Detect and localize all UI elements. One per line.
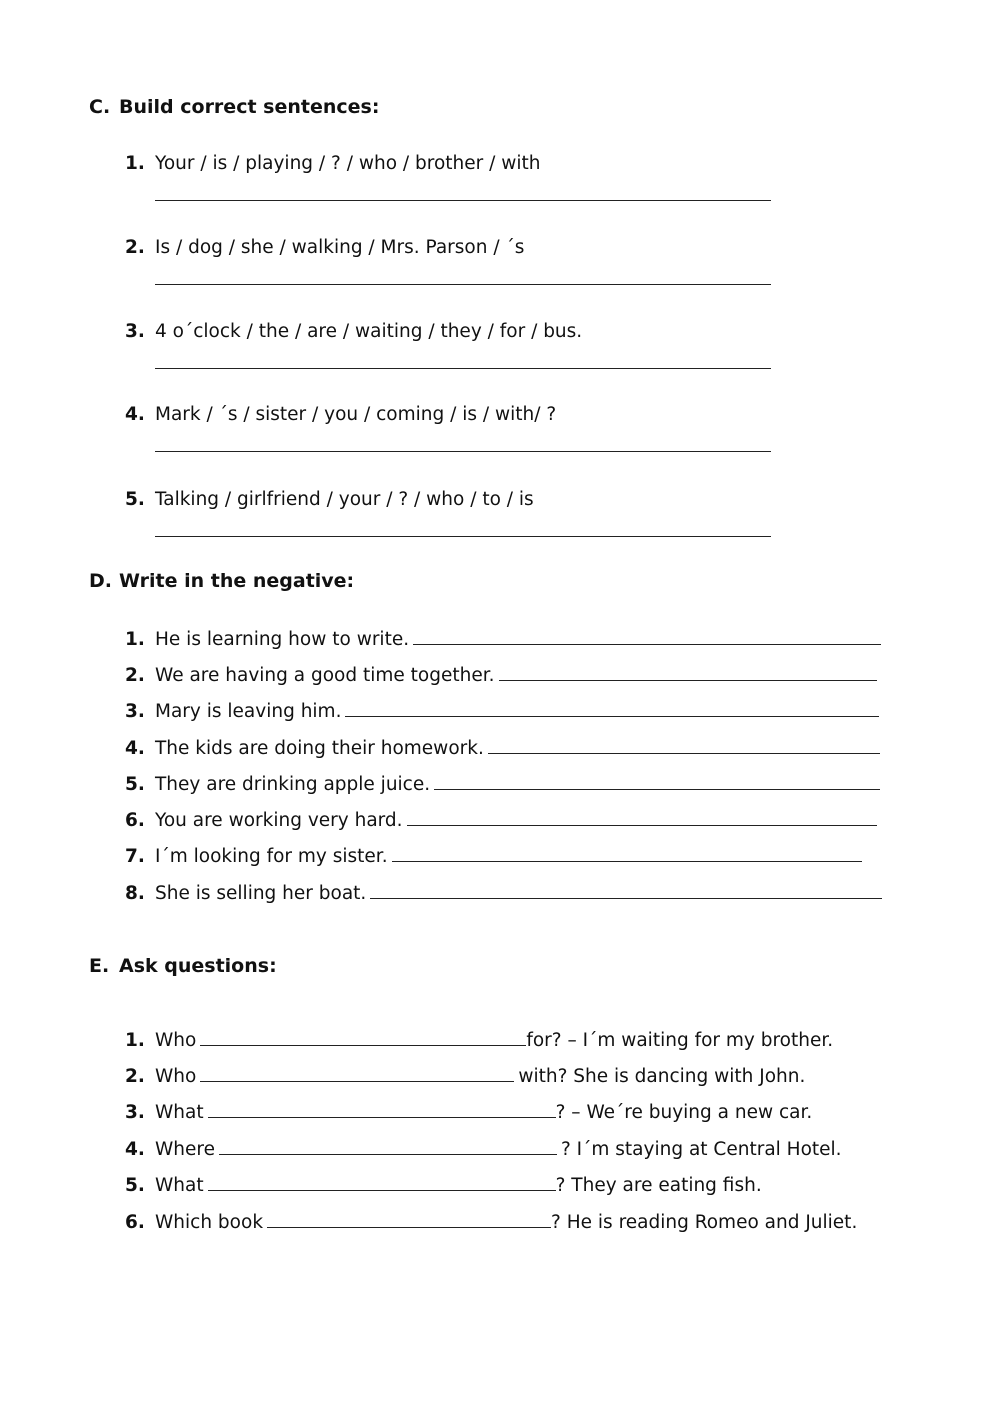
- question-end: ? I´m staying at Central Hotel.: [560, 1139, 842, 1160]
- section-e-item: [125, 1136, 842, 1162]
- item-number: 1.: [125, 1030, 145, 1051]
- question-start: Where: [155, 1139, 215, 1160]
- section-c-title: Build correct sentences:: [119, 96, 380, 118]
- answer-blank[interactable]: [345, 698, 879, 717]
- section-e-title: Ask questions:: [119, 955, 277, 977]
- question-start: Who: [155, 1066, 197, 1087]
- section-e-item: [125, 1063, 805, 1089]
- item-text: Your / is / playing / ? / who / brother / with: [155, 153, 541, 174]
- item-number: 6.: [125, 1212, 145, 1233]
- section-d-item: [125, 626, 885, 652]
- section-c-item: [125, 403, 556, 427]
- section-d-title: Write in the negative:: [119, 570, 355, 592]
- item-number: 5.: [125, 1175, 145, 1196]
- answer-blank[interactable]: [499, 662, 877, 681]
- section-e-item: [125, 1027, 833, 1053]
- section-d-item: [125, 698, 883, 724]
- answer-line-c3[interactable]: [155, 368, 771, 369]
- section-d-item: [125, 735, 884, 761]
- section-d-letter: D.: [89, 570, 112, 592]
- item-text: Mark / ´s / sister / you / coming / is / with/ ?: [155, 404, 557, 425]
- item-number: 4.: [125, 738, 145, 759]
- item-number: 2.: [125, 665, 145, 686]
- question-end: ? He is reading Romeo and Juliet.: [551, 1212, 858, 1233]
- item-text: Mary is leaving him.: [155, 701, 342, 722]
- answer-blank[interactable]: [200, 1063, 514, 1082]
- section-e-item: [125, 1099, 812, 1125]
- question-start: Which book: [155, 1212, 264, 1233]
- section-c-letter: C.: [89, 96, 111, 118]
- answer-blank[interactable]: [488, 735, 880, 754]
- question-end: for? – I´m waiting for my brother.: [526, 1030, 834, 1051]
- item-number: 3.: [125, 1102, 145, 1123]
- question-end: ? – We´re buying a new car.: [555, 1102, 813, 1123]
- section-e-letter: E.: [89, 955, 110, 977]
- item-text: She is selling her boat.: [155, 883, 367, 904]
- section-d-heading: [89, 570, 354, 592]
- answer-blank[interactable]: [370, 880, 882, 899]
- question-start: What: [155, 1102, 204, 1123]
- answer-blank[interactable]: [219, 1136, 557, 1155]
- item-number: 1.: [125, 153, 145, 174]
- section-c-item: [125, 236, 524, 260]
- answer-blank[interactable]: [208, 1099, 556, 1118]
- answer-blank[interactable]: [208, 1172, 556, 1191]
- item-text: They are drinking apple juice.: [155, 774, 431, 795]
- answer-blank[interactable]: [434, 771, 880, 790]
- item-text: 4 o´clock / the / are / waiting / they / for / bus.: [155, 321, 583, 342]
- item-number: 3.: [125, 321, 145, 342]
- answer-blank[interactable]: [413, 626, 881, 645]
- section-e-heading: [89, 955, 277, 977]
- item-text: Talking / girlfriend / your / ? / who / to / is: [155, 489, 534, 510]
- item-text: We are having a good time together.: [155, 665, 495, 686]
- section-d-item: [125, 880, 886, 906]
- section-d-item: [125, 662, 881, 688]
- question-end: with? She is dancing with John.: [518, 1066, 806, 1087]
- question-start: What: [155, 1175, 204, 1196]
- answer-line-c1[interactable]: [155, 200, 771, 201]
- item-number: 4.: [125, 1139, 145, 1160]
- section-e-item: [125, 1172, 762, 1198]
- section-e-item: [125, 1209, 857, 1235]
- item-number: 2.: [125, 237, 145, 258]
- item-number: 2.: [125, 1066, 145, 1087]
- answer-line-c5[interactable]: [155, 536, 771, 537]
- item-text: He is learning how to write.: [155, 629, 410, 650]
- question-start: Who: [155, 1030, 197, 1051]
- answer-blank[interactable]: [267, 1209, 551, 1228]
- question-end: ? They are eating fish.: [555, 1175, 762, 1196]
- item-number: 7.: [125, 846, 145, 867]
- section-d-item: [125, 771, 884, 797]
- section-d-item: [125, 843, 866, 869]
- answer-line-c2[interactable]: [155, 284, 771, 285]
- section-d-item: [125, 807, 881, 833]
- item-text: Is / dog / she / walking / Mrs. Parson / ´s: [155, 237, 525, 258]
- item-text: The kids are doing their homework.: [155, 738, 484, 759]
- section-c-item: [125, 488, 534, 512]
- item-number: 3.: [125, 701, 145, 722]
- section-c-heading: [89, 96, 379, 118]
- item-text: You are working very hard.: [155, 810, 403, 831]
- item-number: 4.: [125, 404, 145, 425]
- item-number: 1.: [125, 629, 145, 650]
- item-number: 5.: [125, 774, 145, 795]
- item-text: I´m looking for my sister.: [155, 846, 388, 867]
- section-c-item: [125, 320, 582, 344]
- answer-blank[interactable]: [407, 807, 877, 826]
- section-c-item: [125, 152, 540, 176]
- answer-line-c4[interactable]: [155, 451, 771, 452]
- answer-blank[interactable]: [392, 843, 862, 862]
- item-number: 8.: [125, 883, 145, 904]
- answer-blank[interactable]: [200, 1027, 526, 1046]
- item-number: 5.: [125, 489, 145, 510]
- item-number: 6.: [125, 810, 145, 831]
